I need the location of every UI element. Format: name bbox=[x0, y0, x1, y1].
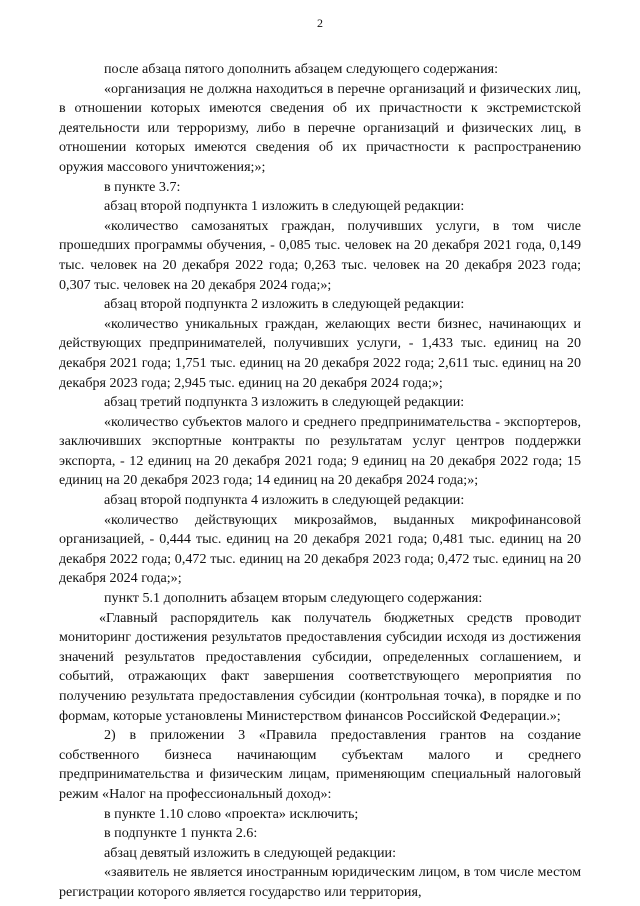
paragraph-12: пункт 5.1 дополнить абзацем вторым следующего содержания: bbox=[104, 590, 483, 607]
paragraph-5: «количество самозанятых граждан, получивших услуги, в том числе прошедших программы обучения, - 0,085 тыс. человек на 20 декабря 2021 года, 0,149 тыс. человек на 20 декабря 2022 года; 0,263 тыс. человек на 20 декабря 2023 года; 0,307 тыс. человек на 20 декабря 2024 года;»; bbox=[59, 217, 581, 293]
paragraph-6: абзац второй подпункта 2 изложить в следующей редакции: bbox=[104, 296, 465, 313]
paragraph-3: в пункте 3.7: bbox=[104, 178, 181, 195]
paragraph-9: «количество субъектов малого и среднего предпринимательства - экспортеров, заключивших экспортные контракты по результатам услуг центров поддержки экспорта, - 12 единиц на 20 декабря 2021 года; 9 единиц на 20 декабря 2022 года; 15 единиц на 20 декабря 2023 года; 14 единиц на 20 декабря 2024 года;»; bbox=[59, 413, 581, 489]
paragraph-8: абзац третий подпункта 3 изложить в следующей редакции: bbox=[104, 394, 465, 411]
paragraph-15: в пункте 1.10 слово «проекта» исключить; bbox=[104, 805, 359, 822]
document-body bbox=[59, 60, 581, 903]
page-number: 2 bbox=[317, 16, 323, 30]
paragraph-1: после абзаца пятого дополнить абзацем следующего содержания: bbox=[104, 61, 499, 77]
paragraph-4: абзац второй подпункта 1 изложить в следующей редакции: bbox=[104, 198, 465, 215]
paragraph-17: абзац девятый изложить в следующей редакции: bbox=[104, 844, 397, 861]
paragraph-7: «количество уникальных граждан, желающих вести бизнес, начинающих и действующих предпринимателей, получивших услуги, - 1,433 тыс. единиц на 20 декабря 2021 года; 1,751 тыс. единиц на 20 декабря 2022 года; 2,611 тыс. единиц на 20 декабря 2023 года; 2,945 тыс. единиц на 20 декабря 2024 года;»; bbox=[59, 315, 581, 391]
paragraph-16: в подпункте 1 пункта 2.6: bbox=[104, 825, 258, 842]
paragraph-13: «Главный распорядитель как получатель бюджетных средств проводит мониторинг достижения результатов предоставления субсидии исходя из достижения значений результатов предоставления субсидии, определенных соглашением, и событий, отражающих факт завершения соответствующего мероприятия по получению результата предоставления субсидии (контрольная точка), в порядке и по формам, которые установлены Министерством финансов Российской Федерации.»; bbox=[59, 609, 581, 724]
paragraph-14: 2) в приложении 3 «Правила предоставления грантов на создание собственного бизнеса начинающим субъектам малого и среднего предпринимательства и физическим лицам, применяющим специальный налоговый режим «Налог на профессиональный доход»: bbox=[59, 727, 581, 802]
paragraph-11: «количество действующих микрозаймов, выданных микрофинансовой организацией, - 0,444 тыс. единиц на 20 декабря 2021 года; 0,481 тыс. единиц на 20 декабря 2022 года; 0,472 тыс. единиц на 20 декабря 2023 года; 0,472 тыс. единиц на 20 декабря 2024 года;»; bbox=[59, 511, 581, 587]
paragraph-18: «заявитель не является иностранным юридическим лицом, в том числе местом регистрации которого является государство или территория, bbox=[59, 864, 581, 900]
paragraph-2: «организация не должна находиться в перечне организаций и физических лиц, в отношении которых имеются сведения об их причастности к экстремистской деятельности или терроризму, либо в перечне организаций и физических лиц, в отношении которых имеются сведения об их причастности к распространению оружия массового уничтожения;»; bbox=[59, 80, 581, 175]
paragraph-10: абзац второй подпункта 4 изложить в следующей редакции: bbox=[104, 492, 465, 509]
